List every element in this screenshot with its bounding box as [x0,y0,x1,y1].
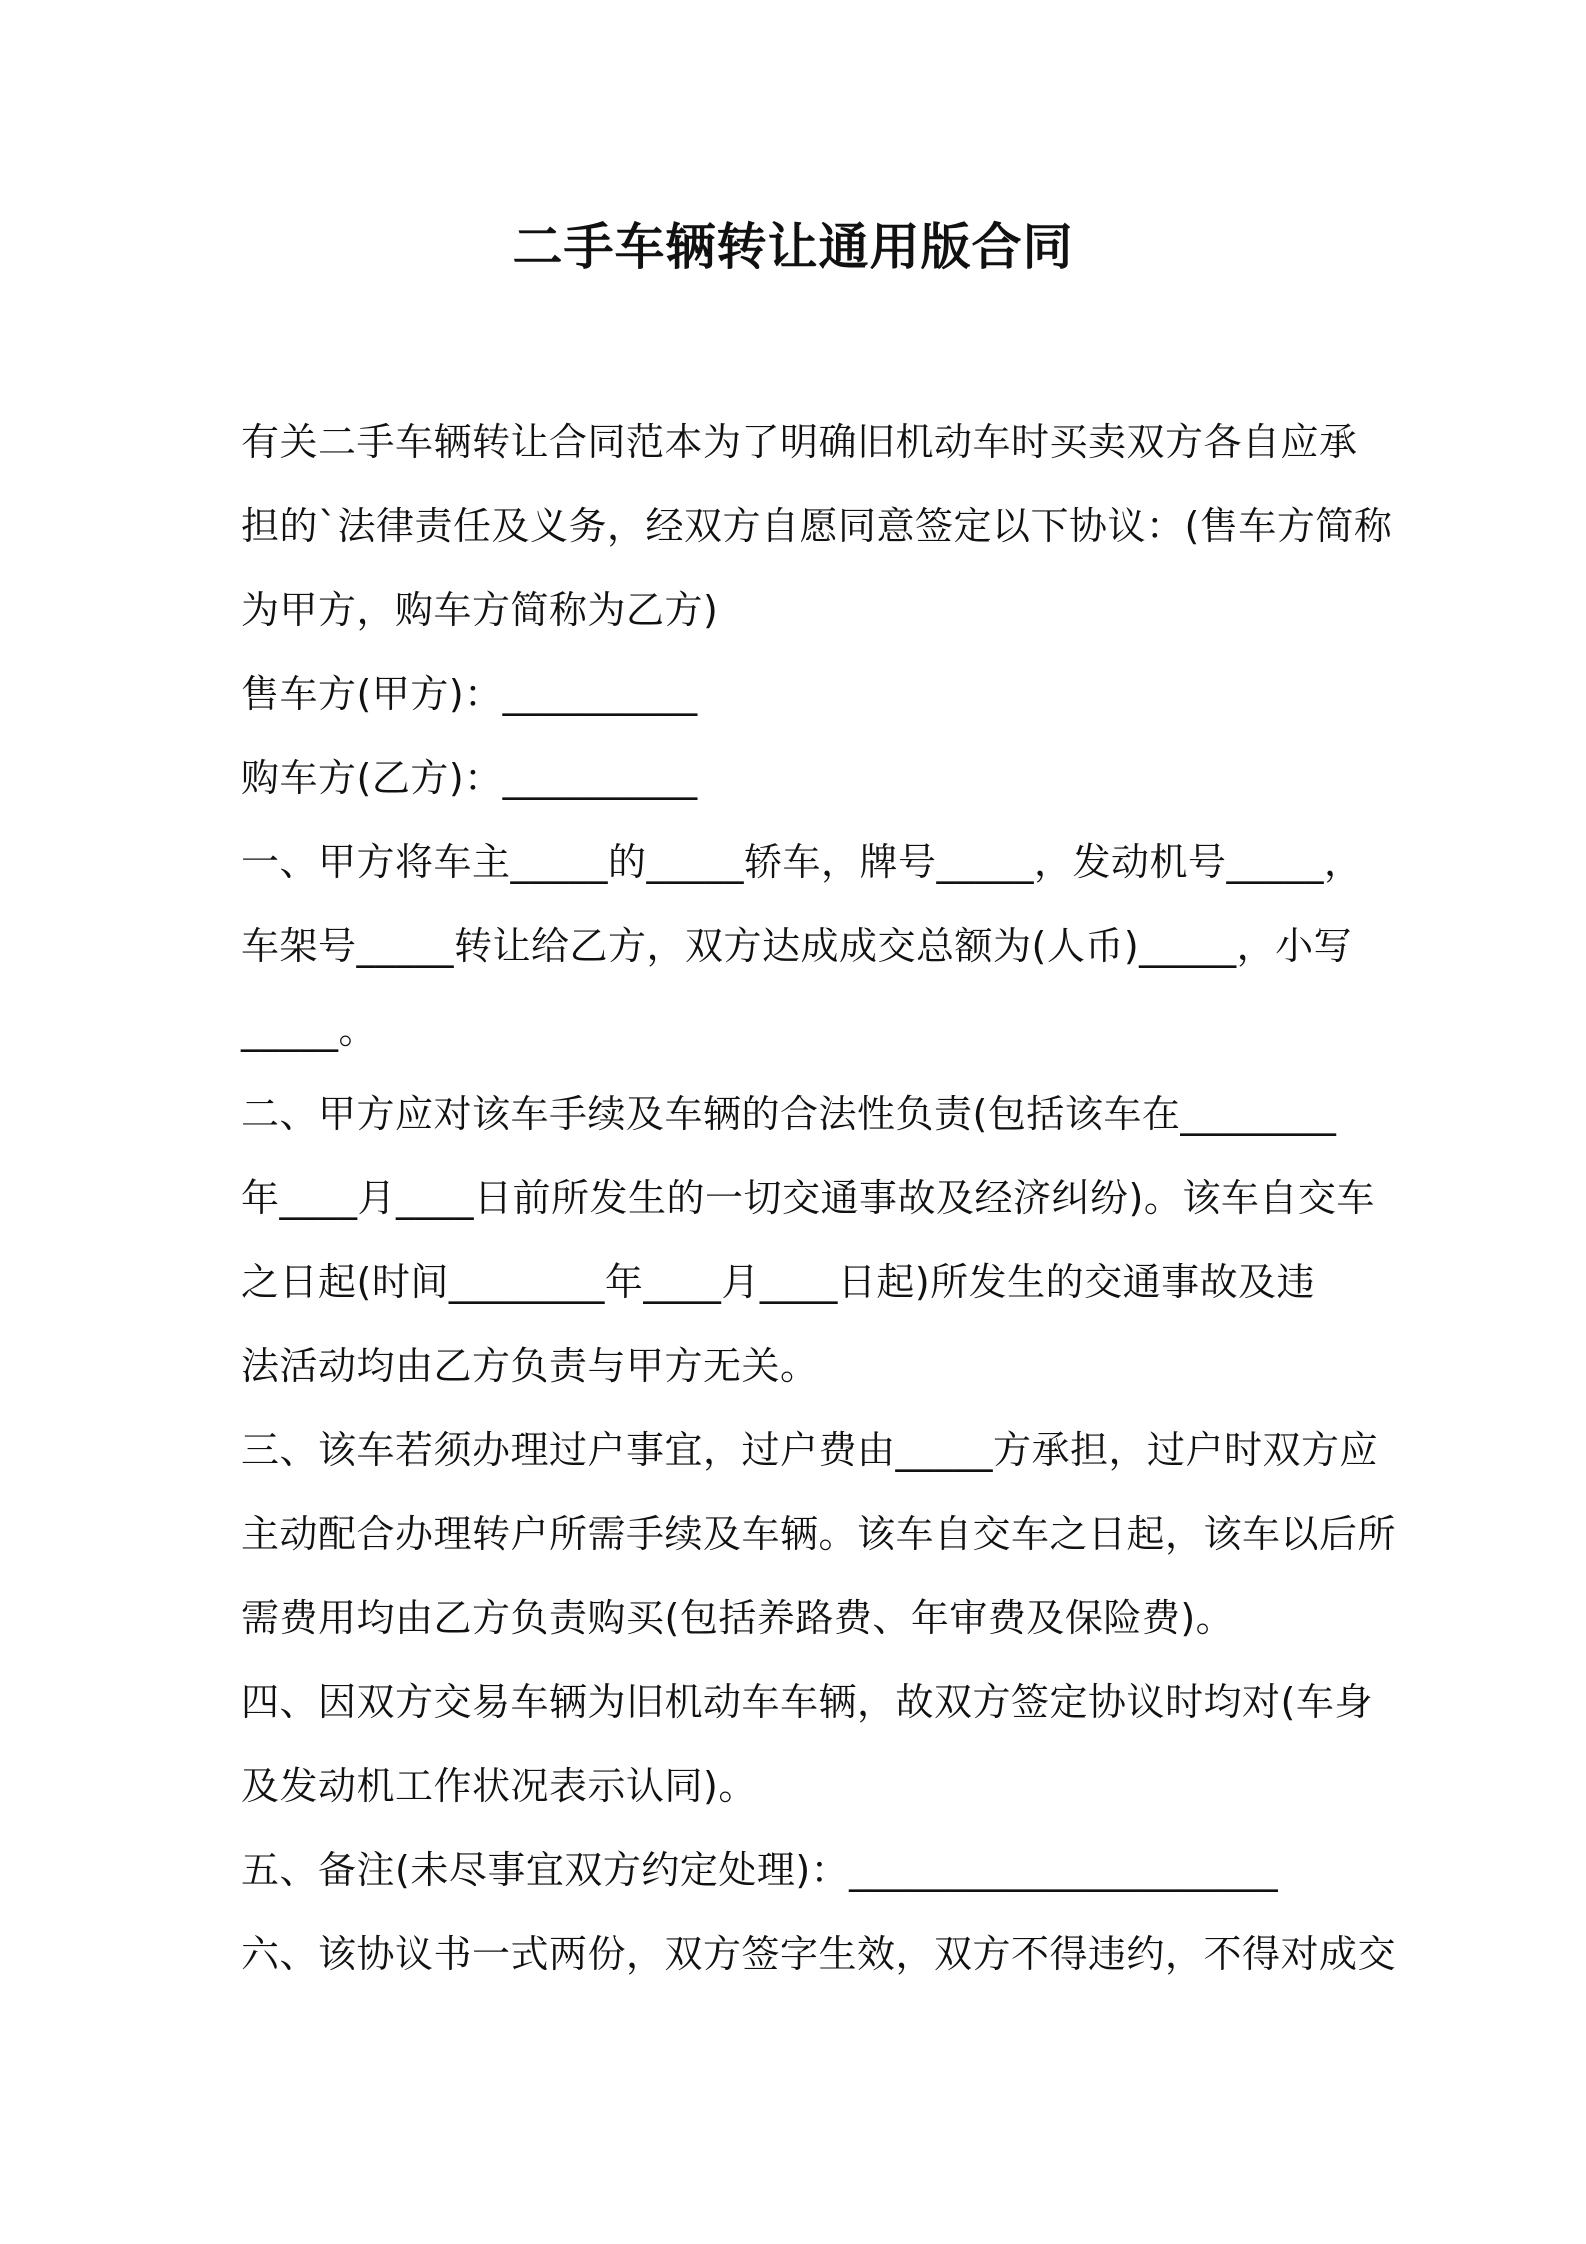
clause-2-line: 法活动均由乙方负责与甲方无关。 [241,1344,819,1388]
seller-line: 售车方(甲方)：__________ [241,672,698,716]
clause-1-line: 车架号_____转让给乙方，双方达成成交总额为(人币)_____，小写 [241,924,1353,968]
clause-1-line: _____。 [241,1008,378,1052]
document-title: 二手车辆转让通用版合同 [512,218,1074,276]
contract-body [241,400,1397,1996]
buyer-line: 购车方(乙方)：__________ [241,756,698,800]
clause-5-line: 五、备注(未尽事宜双方约定处理)：______________________ [241,1848,1279,1892]
clause-1-line: 一、甲方将车主_____的_____轿车，牌号_____，发动机号_____， [241,840,1363,884]
clause-4-line: 四、因双方交易车辆为旧机动车车辆，故双方签定协议时均对(车身 [241,1680,1373,1724]
clause-4-line: 及发动机工作状况表示认同)。 [241,1764,757,1808]
clause-3-line: 三、该车若须办理过户事宜，过户费由_____方承担，过户时双方应 [241,1428,1379,1472]
clause-6-line: 六、该协议书一式两份，双方签字生效，双方不得违约，不得对成交 [241,1932,1397,1976]
clause-2-line: 之日起(时间________年____月____日起)所发生的交通事故及违 [241,1260,1316,1304]
text-line: 有关二手车辆转让合同范本为了明确旧机动车时买卖双方各自应承 [241,420,1358,464]
text-line: 担的`法律责任及义务，经双方自愿同意签定以下协议：(售车方简称 [241,504,1393,548]
clause-2-line: 二、甲方应对该车手续及车辆的合法性负责(包括该车在________ [241,1092,1337,1136]
clause-3-line: 需费用均由乙方负责购买(包括养路费、年审费及保险费)。 [241,1596,1235,1640]
clause-3-line: 主动配合办理转户所需手续及车辆。该车自交车之日起，该车以后所 [241,1512,1397,1556]
text-line: 为甲方，购车方简称为乙方) [241,588,719,632]
clause-2-line: 年____月____日前所发生的一切交通事故及经济纠纷)。该车自交车 [241,1176,1375,1220]
